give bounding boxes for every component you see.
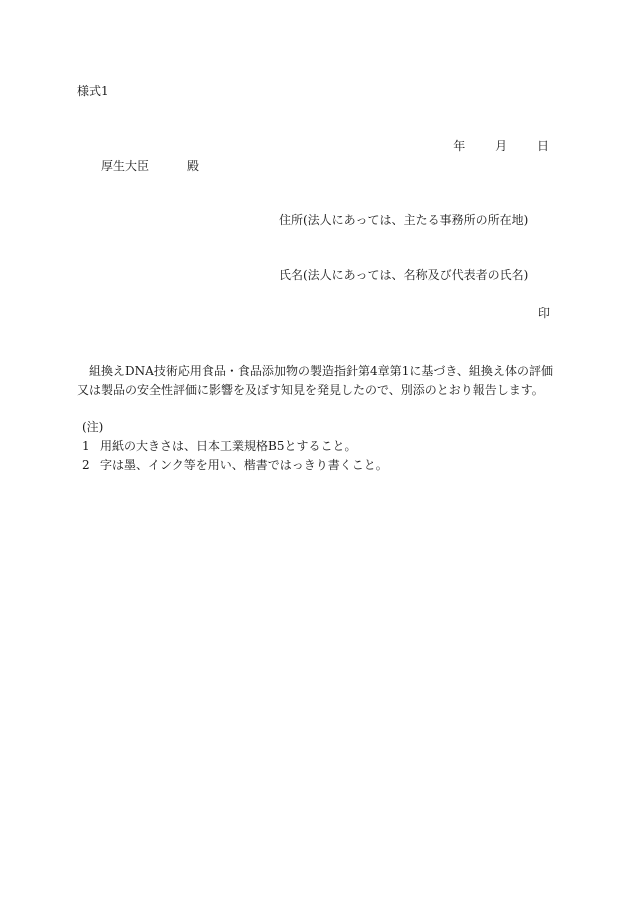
note-item (82, 437, 388, 456)
addressee-suffix: 殿 (187, 159, 200, 173)
seal-label: 印 (537, 306, 550, 320)
name-label: 氏名(法人にあっては、名称及び代表者の氏名) (279, 268, 529, 282)
form-number: 様式1 (77, 84, 109, 98)
addressee-name: 厚生大臣 (101, 159, 150, 173)
date-year-label: 年 (453, 139, 466, 153)
date-day-label: 日 (536, 139, 549, 153)
address-label: 住所(法人にあっては、主たる事務所の所在地) (279, 213, 529, 227)
body-text: 組換えDNA技術応用食品・食品添加物の製造指針第4章第1に基づき、組換え体の評価又は製品の安全性評価に影響を及ぼす知見を発見したので、別添のとおり報告します。 (77, 364, 553, 397)
date-month-label: 月 (495, 139, 508, 153)
addressee (101, 160, 199, 172)
note-item (82, 456, 388, 475)
notes-heading: (注) (82, 420, 104, 434)
note-number: 1 (82, 439, 90, 453)
note-text: 字は墨、インク等を用い、楷書ではっきり書くこと。 (100, 458, 388, 472)
note-text: 用紙の大きさは、日本工業規格B5とすること。 (100, 439, 357, 453)
date-line (453, 140, 549, 152)
notes (82, 418, 388, 475)
note-number: 2 (82, 458, 90, 472)
